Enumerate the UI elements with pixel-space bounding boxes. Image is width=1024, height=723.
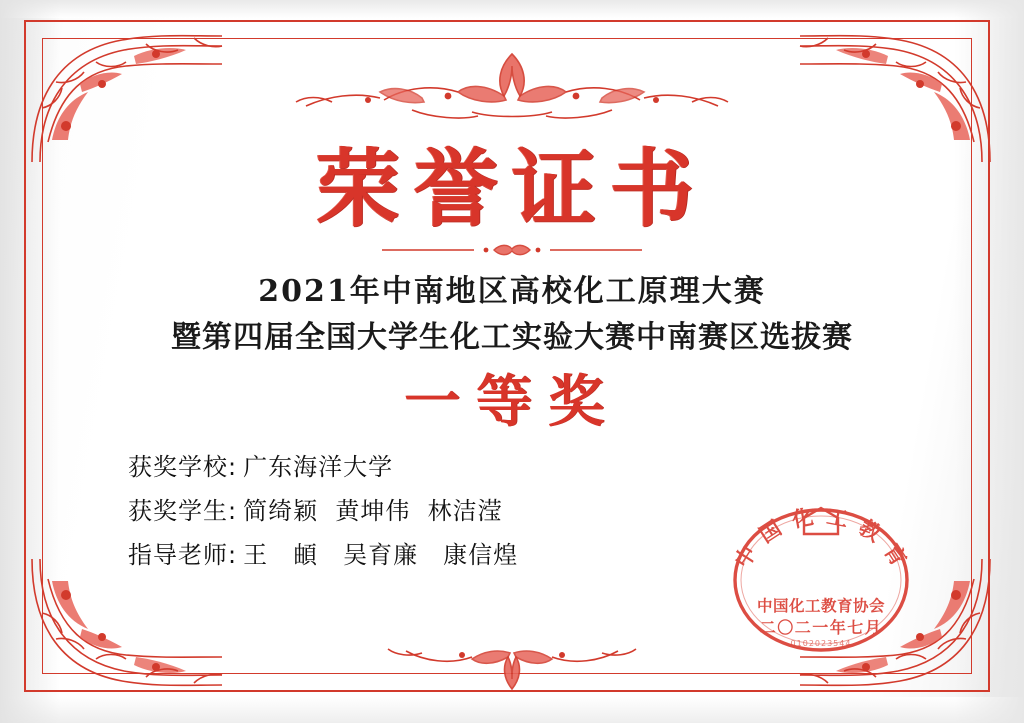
svg-text:二〇二一年七月: 二〇二一年七月 bbox=[759, 618, 883, 637]
detail-value-students: 简绮颖 黄坤伟 林洁滢 bbox=[243, 497, 503, 525]
detail-value-advisors: 王 頔 吴育廉 康信煌 bbox=[243, 541, 519, 569]
award-details bbox=[128, 448, 518, 580]
award-level: 一等奖 bbox=[404, 369, 620, 435]
detail-label-advisors: 指导老师: bbox=[128, 541, 238, 569]
competition-name-line-2: 暨第四届全国大学生化工实验大赛中南赛区选拔赛 bbox=[171, 320, 853, 355]
detail-row bbox=[128, 448, 518, 486]
detail-value-school: 广东海洋大学 bbox=[243, 453, 394, 481]
detail-row bbox=[128, 492, 518, 530]
page-title: 荣誉证书 bbox=[315, 139, 708, 238]
detail-row bbox=[128, 536, 518, 574]
title-divider-ornament bbox=[382, 240, 642, 258]
svg-text:中国化工教育协会: 中国化工教育协会 bbox=[756, 597, 886, 615]
scan-shading-top bbox=[0, 0, 1024, 18]
competition-name-line-1: 2021年中南地区高校化工原理大赛 bbox=[258, 274, 766, 309]
detail-label-school: 获奖学校: bbox=[128, 453, 238, 481]
svg-text:0102023544: 0102023544 bbox=[790, 639, 852, 648]
svg-text:中 国 化 工 教 育: 中 国 化 工 教 育 bbox=[730, 504, 912, 573]
scan-shading-bottom bbox=[0, 697, 1024, 723]
detail-label-students: 获奖学生: bbox=[128, 497, 238, 525]
